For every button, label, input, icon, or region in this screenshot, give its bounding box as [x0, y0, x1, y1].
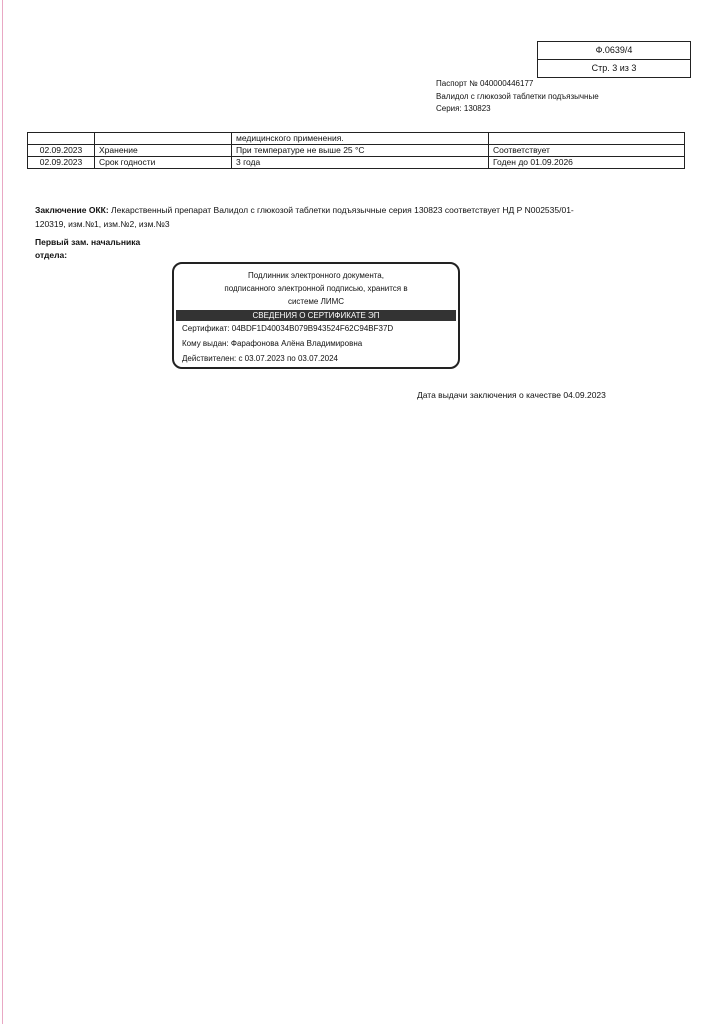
stamp-certificate-bar: СВЕДЕНИЯ О СЕРТИФИКАТЕ ЭП — [176, 310, 456, 321]
results-table — [27, 132, 685, 169]
conclusion — [35, 203, 595, 231]
page-number: Стр. 3 из 3 — [538, 59, 690, 77]
stamp-text-line: подписанного электронной подписью, хранится в — [224, 284, 408, 293]
table-cell-date: 02.09.2023 — [28, 157, 95, 169]
table-cell-date — [28, 133, 95, 145]
signer-block — [35, 236, 140, 262]
stamp-certificate: Сертификат: 04BDF1D40034B079B943524F62C94BF37D — [182, 324, 394, 333]
passport-block — [436, 78, 599, 116]
table-cell-indicator: Срок годности — [95, 157, 232, 169]
stamp-issued-to: Кому выдан: Фарафонова Алёна Владимировна — [182, 339, 363, 348]
conclusion-text: Лекарственный препарат Валидол с глюкозой таблетки подъязычные серия 130823 соответствует НД Р N002535/01-120319, изм.№1, изм.№2, изм.№3 — [35, 205, 574, 229]
table-cell-result: Соответствует — [489, 145, 685, 157]
table-cell-requirement: медицинского применения. — [232, 133, 489, 145]
form-code-box — [537, 41, 691, 78]
table-cell-result — [489, 133, 685, 145]
e-signature-stamp — [172, 262, 460, 369]
table-row — [28, 145, 685, 157]
form-code: Ф.0639/4 — [595, 45, 633, 55]
signer-title: Первый зам. начальника — [35, 237, 141, 247]
stamp-header — [174, 264, 458, 309]
product-name: Валидол с глюкозой таблетки подъязычные — [436, 91, 599, 101]
table-cell-date: 02.09.2023 — [28, 145, 95, 157]
stamp-text-line: системе ЛИМС — [287, 297, 345, 306]
page-edge-line — [2, 0, 3, 1024]
conclusion-label: Заключение ОКК: — [35, 205, 109, 215]
signer-dept: отдела: — [35, 250, 68, 260]
table-row — [28, 157, 685, 169]
table-cell-requirement: 3 года — [232, 157, 489, 169]
series-number: Серия: 130823 — [436, 104, 491, 113]
stamp-validity: Действителен: с 03.07.2023 по 03.07.2024 — [182, 354, 338, 363]
table-cell-indicator: Хранение — [95, 145, 232, 157]
table-cell-requirement: При температуре не выше 25 °С — [232, 145, 489, 157]
passport-number: Паспорт № 040000446177 — [436, 79, 534, 88]
table-cell-result: Годен до 01.09.2026 — [489, 157, 685, 169]
issue-date: Дата выдачи заключения о качестве 04.09.2023 — [417, 390, 606, 400]
table-row — [28, 133, 685, 145]
table-cell-indicator — [95, 133, 232, 145]
stamp-text-line: Подлинник электронного документа, — [248, 271, 384, 280]
